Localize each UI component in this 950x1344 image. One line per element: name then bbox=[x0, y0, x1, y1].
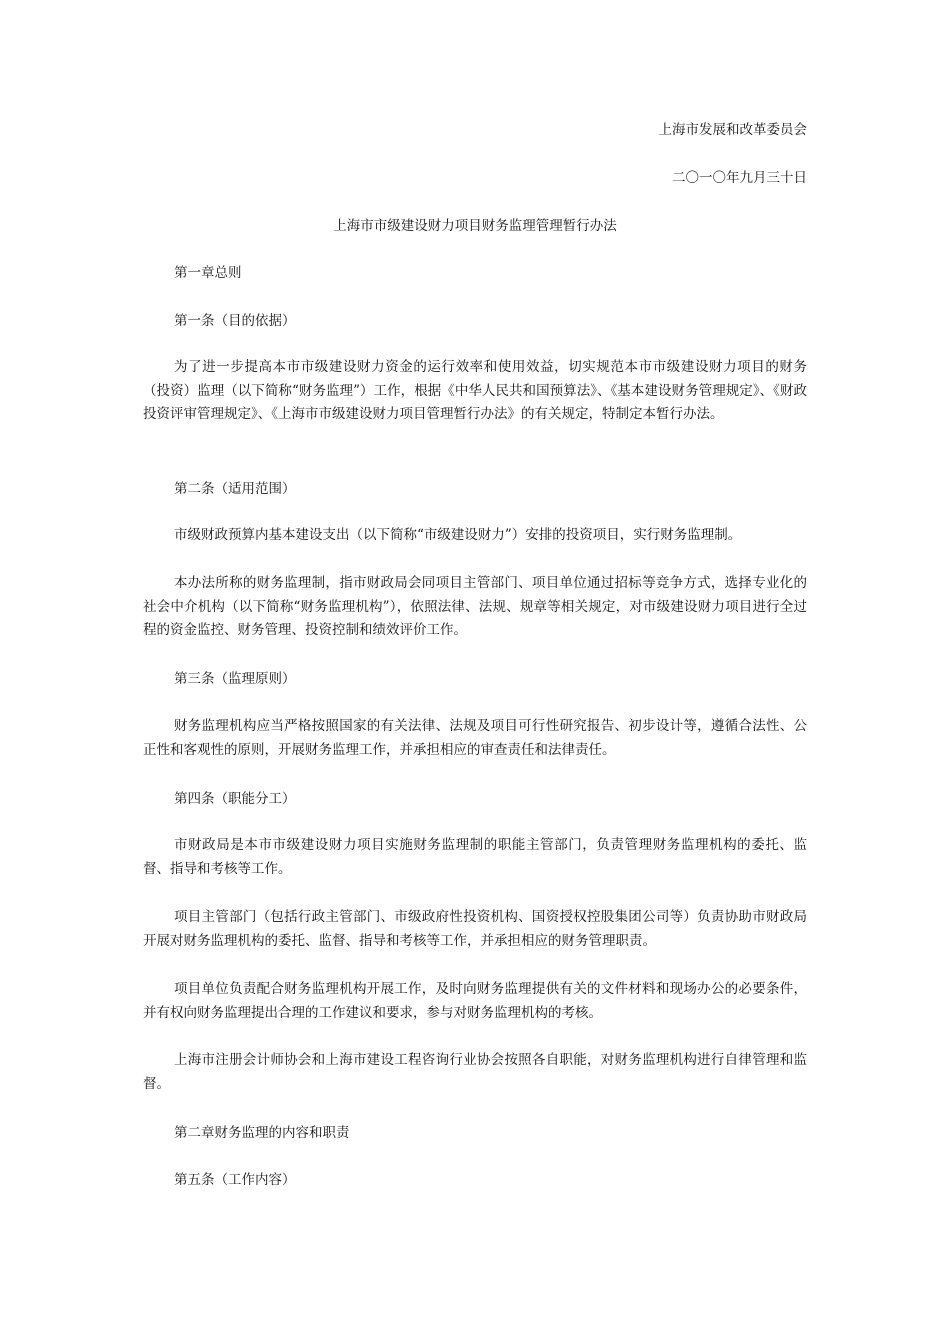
chapter-1-title: 第一章总则 bbox=[174, 265, 242, 281]
article-4-paragraph-2: 项目主管部门（包括行政主管部门、市级政府性投资机构、国资授权控股集团公司等）负责协助市财政局开展对财务监理机构的委托、监督、指导和考核等工作，并承担相应的财务管理职责。 bbox=[143, 909, 807, 949]
article-4-paragraph-3: 项目单位负责配合财务监理机构开展工作，及时向财务监理提供有关的文件材料和现场办公的必要条件，并有权向财务监理提出合理的工作建议和要求，参与对财务监理机构的考核。 bbox=[143, 981, 807, 1021]
article-2-paragraph-1: 市级财政预算内基本建设支出（以下简称“市级建设财力”）安排的投资项目，实行财务监理制。 bbox=[174, 527, 742, 543]
article-3-heading: 第三条（监理原则） bbox=[174, 671, 296, 687]
article-4-heading: 第四条（职能分工） bbox=[174, 791, 296, 807]
issuer-name: 上海市发展和改革委员会 bbox=[658, 122, 807, 138]
article-5-heading: 第五条（工作内容） bbox=[174, 1172, 296, 1188]
article-1-heading: 第一条（目的依据） bbox=[174, 313, 296, 329]
article-1-paragraph: 为了进一步提高本市市级建设财力资金的运行效率和使用效益，切实规范本市市级建设财力项目的财务（投资）监理（以下简称“财务监理”）工作，根据《中华人民共和国预算法》、《基本建设财务管理规定》、《财政投资评审管理规定》、《上海市市级建设财力项目管理暂行办法》的有关规定，特制定本暂行办法。 bbox=[143, 359, 807, 422]
article-4-paragraph-1: 市财政局是本市市级建设财力项目实施财务监理制的职能主管部门，负责管理财务监理机构的委托、监督、指导和考核等工作。 bbox=[143, 837, 807, 877]
issue-date: 二〇一〇年九月三十日 bbox=[672, 170, 807, 186]
article-2-paragraph-2: 本办法所称的财务监理制，指市财政局会同项目主管部门、项目单位通过招标等竞争方式，选择专业化的社会中介机构（以下简称“财务监理机构”），依照法律、法规、规章等相关规定，对市级建设财力项目进行全过程的资金监控、财务管理、投资控制和绩效评价工作。 bbox=[143, 575, 807, 638]
document-title: 上海市市级建设财力项目财务监理管理暂行办法 bbox=[333, 218, 617, 234]
article-4-paragraph-4: 上海市注册会计师协会和上海市建设工程咨询行业协会按照各自职能，对财务监理机构进行自律管理和监督。 bbox=[143, 1052, 807, 1092]
article-2-heading: 第二条（适用范围） bbox=[174, 481, 296, 497]
chapter-2-title: 第二章财务监理的内容和职责 bbox=[174, 1125, 350, 1141]
article-3-paragraph: 财务监理机构应当严格按照国家的有关法律、法规及项目可行性研究报告、初步设计等，遵循合法性、公正性和客观性的原则，开展财务监理工作，并承担相应的审查责任和法律责任。 bbox=[143, 718, 807, 758]
